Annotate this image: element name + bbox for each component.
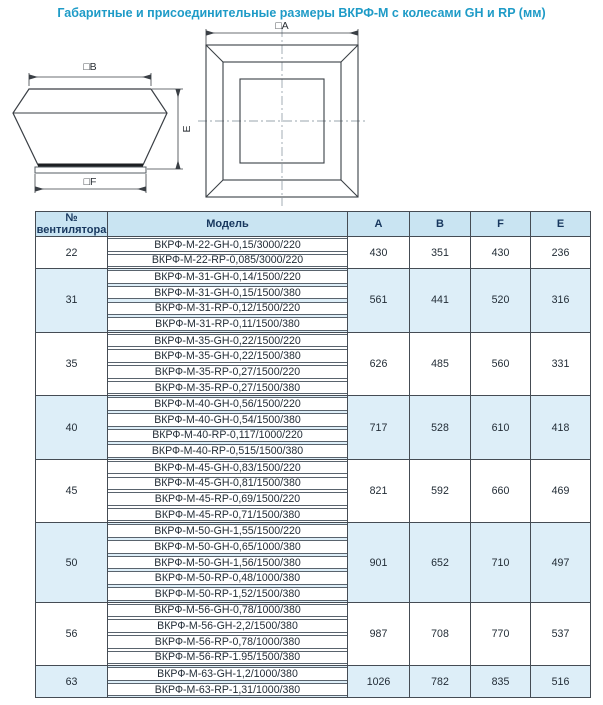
fan-body-outline (13, 89, 167, 173)
column-header: F (471, 212, 531, 237)
model-label: ВКРФ-М-56-RP-0,78/1000/380 (108, 635, 347, 649)
model-label: ВКРФ-М-45-RP-0,71/1500/380 (108, 508, 347, 522)
dim-b-cell: 351 (410, 237, 471, 269)
dim-f-cell: 710 (471, 523, 531, 602)
table-header-row (36, 212, 591, 237)
model-label: ВКРФ-М-56-GH-2,2/1500/380 (108, 619, 347, 633)
fan-number-cell: 40 (36, 396, 108, 460)
model-cell (108, 570, 348, 586)
model-label: ВКРФ-М-35-GH-0,22/1500/220 (108, 334, 347, 348)
model-cell (108, 348, 348, 364)
model-label: ВКРФ-М-50-GH-0,65/1000/380 (108, 540, 347, 554)
fan-number-cell: 50 (36, 523, 108, 602)
model-label: ВКРФ-М-63-RP-1,31/1000/380 (108, 683, 347, 697)
model-label: ВКРФ-М-50-GH-1,56/1500/380 (108, 556, 347, 570)
model-cell (108, 300, 348, 316)
model-label: ВКРФ-М-35-GH-0,22/1500/380 (108, 349, 347, 363)
model-cell (108, 507, 348, 523)
model-label: ВКРФ-М-50-RP-1,52/1500/380 (108, 587, 347, 601)
dim-f-cell: 560 (471, 332, 531, 396)
fan-number-cell: 22 (36, 237, 108, 269)
table-row (36, 459, 591, 475)
dim-e-cell: 316 (531, 269, 591, 333)
model-cell (108, 682, 348, 698)
table-row (36, 396, 591, 412)
table-row (36, 237, 591, 253)
dim-e-cell: 418 (531, 396, 591, 460)
model-cell (108, 634, 348, 650)
model-cell (108, 316, 348, 332)
dim-e-cell: 516 (531, 666, 591, 698)
fan-base-plate (35, 167, 146, 173)
dim-a-cell: 987 (348, 602, 410, 666)
fan-number-cell: 31 (36, 269, 108, 333)
table-row (36, 602, 591, 618)
model-cell (108, 539, 348, 555)
model-label: ВКРФ-М-22-RP-0,085/3000/220 (108, 254, 347, 268)
model-label: ВКРФ-М-31-RP-0,11/1500/380 (108, 317, 347, 331)
dim-f-cell: 835 (471, 666, 531, 698)
table-row (36, 666, 591, 682)
column-header: B (410, 212, 471, 237)
model-label: ВКРФ-М-56-GH-0,78/1000/380 (108, 604, 347, 618)
dim-b-cell: 592 (410, 459, 471, 523)
dim-b-cell: 708 (410, 602, 471, 666)
model-cell (108, 650, 348, 666)
model-cell (108, 618, 348, 634)
dim-label-f: □F (83, 176, 97, 188)
dim-a-cell: 561 (348, 269, 410, 333)
model-cell (108, 586, 348, 602)
model-cell (108, 602, 348, 618)
dim-a-cell: 901 (348, 523, 410, 602)
dim-label-e: E (181, 125, 193, 133)
fan-flange-strip (38, 164, 143, 168)
dim-e-cell: 537 (531, 602, 591, 666)
model-label: ВКРФ-М-40-GH-0,56/1500/220 (108, 397, 347, 411)
dim-b-cell: 528 (410, 396, 471, 460)
dim-f-cell: 610 (471, 396, 531, 460)
model-label: ВКРФ-М-50-RP-0,48/1000/380 (108, 571, 347, 585)
table-wrapper (35, 211, 591, 698)
model-label: ВКРФ-М-50-GH-1,55/1500/220 (108, 524, 347, 538)
dim-label-a: □A (275, 20, 289, 32)
dim-e-cell: 236 (531, 237, 591, 269)
fan-number-cell: 56 (36, 602, 108, 666)
table-row (36, 523, 591, 539)
model-cell (108, 428, 348, 444)
model-cell (108, 269, 348, 285)
page-title: Габаритные и присоединительные размеры ВКРФ-М с колесами GH и RP (мм) (57, 6, 546, 20)
dim-a-cell: 1026 (348, 666, 410, 698)
model-cell (108, 364, 348, 380)
dim-f-cell: 770 (471, 602, 531, 666)
model-label: ВКРФ-М-31-RP-0,12/1500/220 (108, 302, 347, 316)
model-label: ВКРФ-М-35-RP-0,27/1500/380 (108, 381, 347, 395)
model-label: ВКРФ-М-40-RP-0,515/1500/380 (108, 444, 347, 458)
model-label: ВКРФ-М-63-GH-1,2/1000/380 (108, 667, 347, 681)
model-cell (108, 523, 348, 539)
model-label: ВКРФ-М-22-GH-0,15/3000/220 (108, 238, 347, 252)
model-cell (108, 459, 348, 475)
dim-f-cell: 430 (471, 237, 531, 269)
model-label: ВКРФ-М-45-RP-0,69/1500/220 (108, 492, 347, 506)
column-header: A (348, 212, 410, 237)
table-row (36, 332, 591, 348)
dim-b-cell: 782 (410, 666, 471, 698)
model-cell (108, 491, 348, 507)
table-row (36, 269, 591, 285)
column-header: Модель (108, 212, 348, 237)
model-cell (108, 253, 348, 269)
dim-e-cell: 497 (531, 523, 591, 602)
dim-e-cell: 469 (531, 459, 591, 523)
model-label: ВКРФ-М-56-RP-1.95/1500/380 (108, 651, 347, 665)
model-cell (108, 475, 348, 491)
dim-b-cell: 441 (410, 269, 471, 333)
model-label: ВКРФ-М-45-GH-0,81/1500/380 (108, 477, 347, 491)
fan-side-view-diagram (10, 55, 200, 205)
fan-number-cell: 63 (36, 666, 108, 698)
dim-e-cell: 331 (531, 332, 591, 396)
model-cell (108, 380, 348, 396)
dim-a-cell: 821 (348, 459, 410, 523)
model-cell (108, 666, 348, 682)
dimensions-table (35, 211, 591, 698)
fan-number-cell: 35 (36, 332, 108, 396)
dim-b-cell: 652 (410, 523, 471, 602)
dim-f-cell: 660 (471, 459, 531, 523)
model-label: ВКРФ-М-40-GH-0,54/1500/380 (108, 413, 347, 427)
dim-f-cell: 520 (471, 269, 531, 333)
model-cell (108, 237, 348, 253)
model-label: ВКРФ-М-31-GH-0,15/1500/380 (108, 286, 347, 300)
fan-number-cell: 45 (36, 459, 108, 523)
dim-label-b: □B (83, 61, 97, 73)
column-header: E (531, 212, 591, 237)
model-label: ВКРФ-М-35-RP-0,27/1500/220 (108, 365, 347, 379)
model-label: ВКРФ-М-40-RP-0,117/1000/220 (108, 429, 347, 443)
dim-b-cell: 485 (410, 332, 471, 396)
model-cell (108, 443, 348, 459)
model-cell (108, 555, 348, 571)
model-cell (108, 285, 348, 301)
model-cell (108, 412, 348, 428)
table-body (36, 237, 591, 698)
dim-a-cell: 626 (348, 332, 410, 396)
model-cell (108, 396, 348, 412)
dim-a-cell: 430 (348, 237, 410, 269)
fan-top-view-diagram (190, 18, 375, 210)
dim-a-cell: 717 (348, 396, 410, 460)
model-label: ВКРФ-М-45-GH-0,83/1500/220 (108, 461, 347, 475)
column-header: № вентилятора (36, 212, 107, 236)
model-cell (108, 332, 348, 348)
model-label: ВКРФ-М-31-GH-0,14/1500/220 (108, 270, 347, 284)
